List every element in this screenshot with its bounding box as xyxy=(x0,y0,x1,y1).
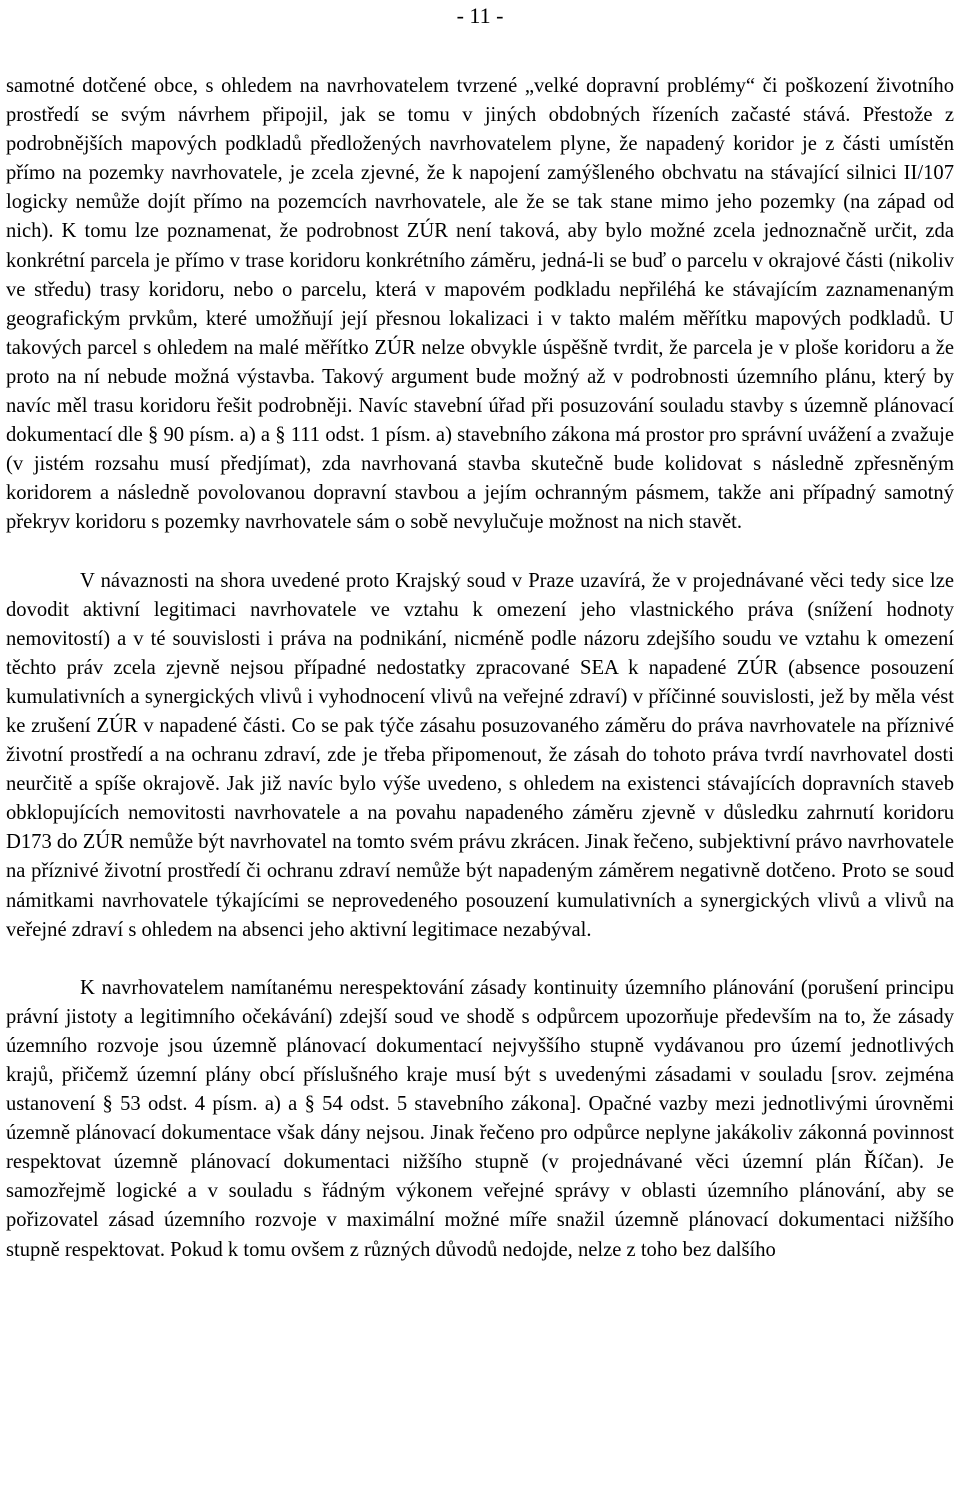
paragraph-2: V návaznosti na shora uvedené proto Krajský soud v Praze uzavírá, že v projednávané věci tedy sice lze dovodit aktivní legitimaci navrhovatele ve vztahu k omezení jeho vlastnického práva (snížení hodnoty nemovitostí) a v té souvislosti i práva na podnikání, nicméně podle názoru zdejšího soudu ve vztahu k omezení těchto práv zcela zjevně nejsou případné nedostatky zpracované SEA k napadené ZÚR (absence posouzení kumulativních a synergických vlivů i vyhodnocení vlivů na veřejné zdraví) v příčinné souvislosti, jež by měla vést ke zrušení ZÚR v napadené části. Co se pak týče zásahu posuzovaného záměru do práva navrhovatele na příznivé životní prostředí a na ochranu zdraví, zde je třeba připomenout, že zásah do tohoto práva tvrdí navrhovatel dosti neurčitě a spíše okrajově. Jak již navíc bylo výše uvedeno, s ohledem na existenci stávajících dopravních staveb obklopujících nemovitosti navrhovatele a na povahu napadeného záměru zjevně v důsledku zahrnutí koridoru D173 do ZÚR nemůže být navrhovatel na tomto svém právu zkrácen. Jinak řečeno, subjektivní právo navrhovatele na příznivé životní prostředí či ochranu zdraví nemůže být napadeným záměrem negativně dotčeno. Proto se soud námitkami navrhovatele týkajícími se neprovedeného posouzení kumulativních a synergických vlivů a vlivů na veřejné zdraví s ohledem na absenci jeho aktivní legitimace nezabýval. xyxy=(6,569,954,941)
paragraph-spacer xyxy=(6,538,954,567)
page-number: - 11 - xyxy=(456,3,504,28)
paragraph-spacer xyxy=(6,945,954,974)
paragraph-1: samotné dotčené obce, s ohledem na navrhovatelem tvrzené „velké dopravní problémy“ či poškození životního prostředí se svým návrhem připojil, jak se tomu v jiných obdobných řízeních začasté stává. Přestože z podrobnějších mapových podkladů předložených navrhovatelem plyne, že napadený koridor je z části umístěn přímo na pozemky navrhovatele, je zcela zjevné, že k napojení zamýšleného obchvatu na stávající silnici II/107 logicky nemůže dojít přímo na pozemcích navrhovatele, ale že se tak stane mimo jeho pozemky (na západ od nich). K tomu lze poznamenat, že podrobnost ZÚR není taková, aby bylo možné zcela jednoznačně určit, zda konkrétní parcela je přímo v trase koridoru konkrétního záměru, jedná-li se buď o parcelu v okrajové části (nikoliv ve středu) trasy koridoru, nebo o parcelu, která v mapovém podkladu nepřiléhá ke stávajícím zaznamenaným geografickým prvkům, které umožňují její přesnou lokalizaci i v takto malém měřítku mapových podkladů. U takových parcel s ohledem na malé měřítko ZÚR nelze obvykle úspěšně tvrdit, že parcela je v ploše koridoru a že proto na ní nebude možná výstavba. Takový argument bude možný až v podrobnosti územního plánu, který by navíc měl trasu koridoru řešit podrobněji. Navíc stavební úřad při posuzování souladu stavby s územně plánovací dokumentací dle § 90 písm. a) a § 111 odst. 1 písm. a) stavebního zákona má prostor pro správní uvážení a zvažuje (v jistém rozsahu musí předjímat), zda navrhovaná stavba skutečně bude kolidovat s následně zpřesněným koridorem a následně povolovanou dopravní stavbou a jejím ochranným pásmem, takže ani případný samotný překryv koridoru s pozemky navrhovatele sám o sobě nevylučuje možnost na nich stavět. xyxy=(6,75,954,534)
paragraph-3: K navrhovatelem namítanému nerespektování zásady kontinuity územního plánování (porušení principu právní jistoty a legitimního očekávání) zdejší soud ve shodě s odpůrcem upozorňuje především na to, že zásady územního rozvoje jsou územně plánovací dokumentací nejvyššího stupně vydávanou pro území jednotlivých krajů, přičemž územní plány obcí příslušného kraje musí být s uvedenými zásadami v souladu [srov. zejména ustanovení § 53 odst. 4 písm. a) a § 54 odst. 5 stavebního zákona]. Opačné vazby mezi jednotlivými úrovněmi územně plánovací dokumentace však dány nejsou. Jinak řečeno pro odpůrce neplyne jakákoliv zákonná povinnost respektovat územně plánovací dokumentaci nižšího stupně (v projednávané věci územní plán Říčan). Je samozřejmě logické a v souladu s řádným výkonem veřejné správy v oblasti územního plánování, aby se pořizovatel zásad územního rozvoje v maximální možné míře snažil územně plánovací dokumentaci nižšího stupně respektovat. Pokud k tomu ovšem z různých důvodů nedojde, nelze z toho bez dalšího xyxy=(6,976,954,1261)
document-body xyxy=(6,72,954,1265)
